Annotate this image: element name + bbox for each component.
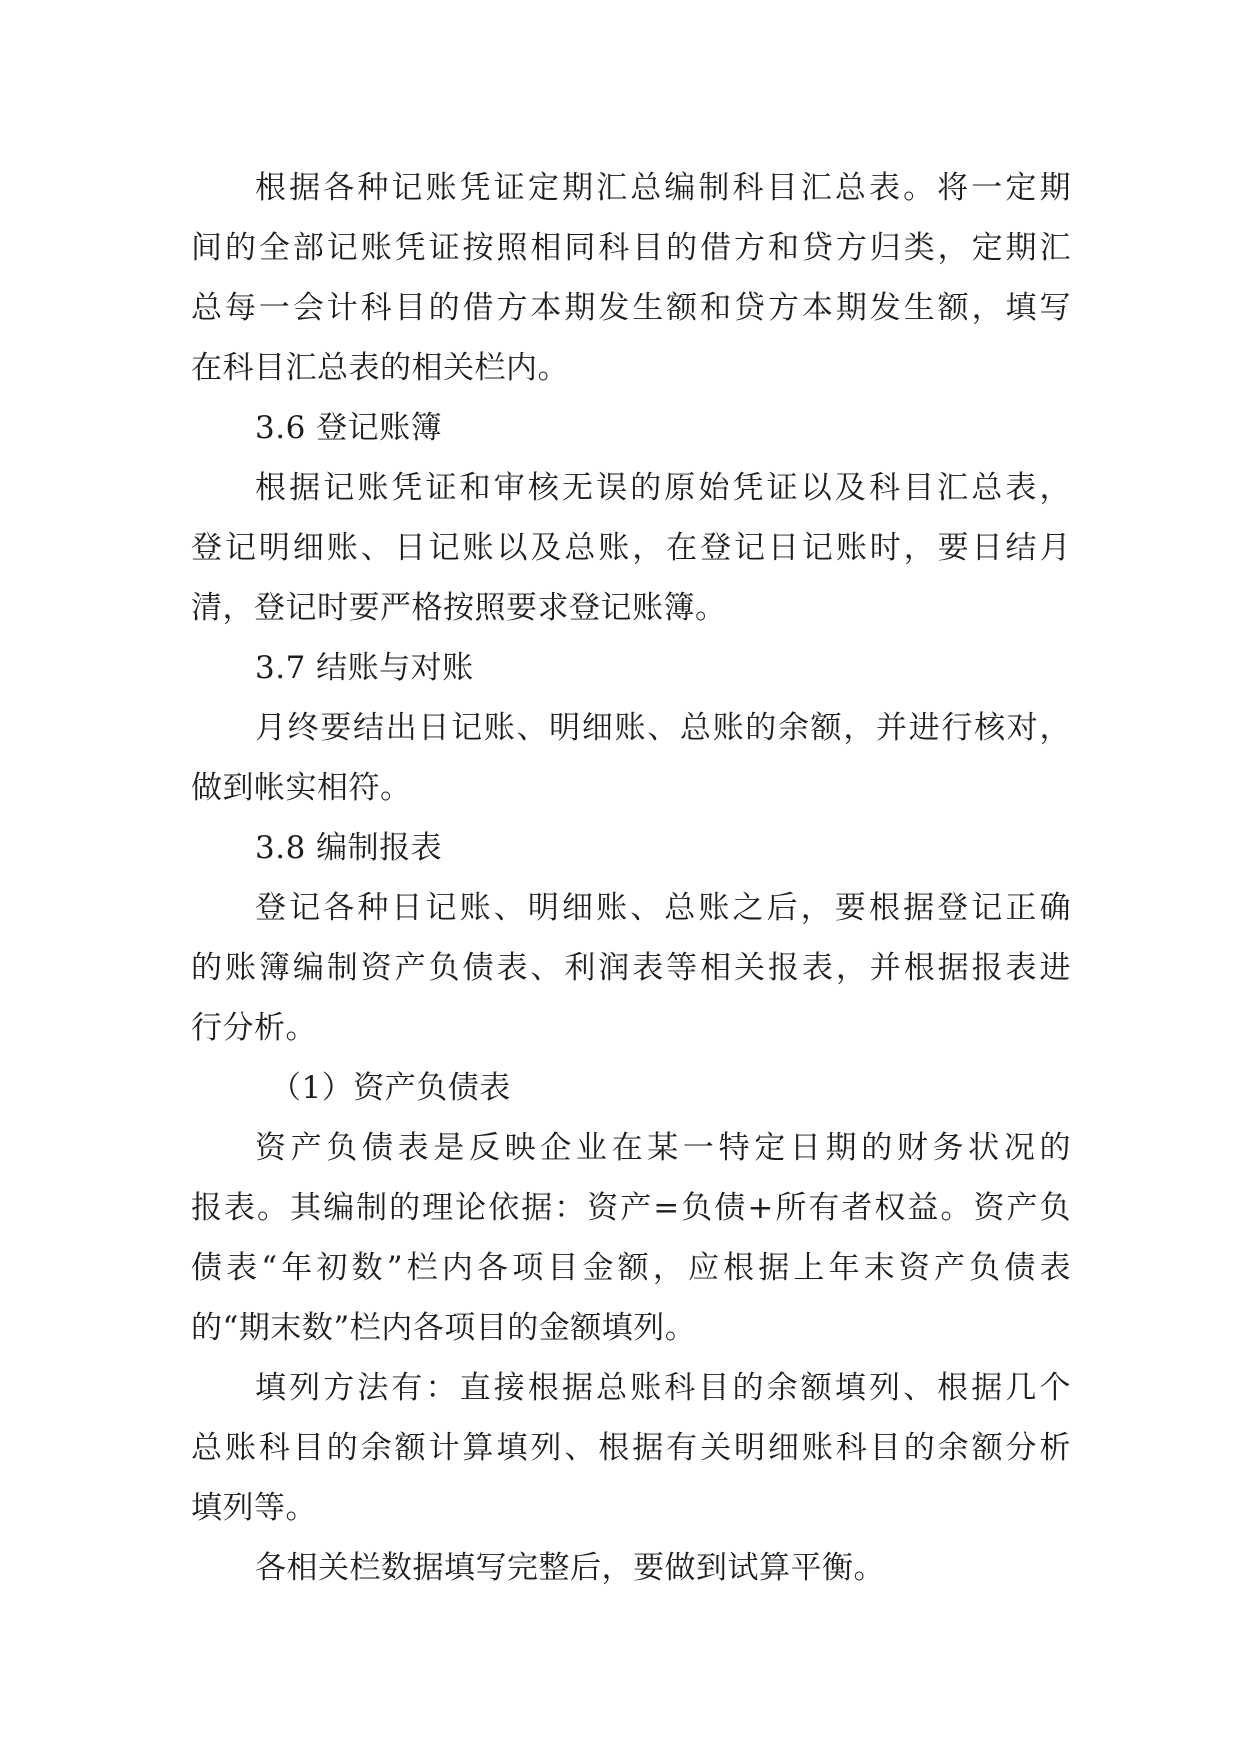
body-text-line: 债表“年初数”栏内各项目金额，应根据上年末资产负债表	[191, 1250, 1071, 1286]
body-text-line: 清，登记时要严格按照要求登记账簿。	[191, 590, 727, 626]
body-text-line: 在科目汇总表的相关栏内。	[191, 350, 569, 386]
body-text-line: 月终要结出日记账、明细账、总账的余额，并进行核对，	[255, 710, 1071, 746]
section-heading: 3.7 结账与对账	[255, 650, 474, 686]
body-text-line: 各相关栏数据填写完整后，要做到试算平衡。	[255, 1550, 885, 1586]
body-text-line: 登记明细账、日记账以及总账，在登记日记账时，要日结月	[191, 530, 1071, 566]
section-heading: 3.6 登记账簿	[255, 410, 443, 446]
body-text-line: 间的全部记账凭证按照相同科目的借方和贷方归类，定期汇	[191, 230, 1071, 266]
body-text-line: 报表。其编制的理论依据：资产=负债+所有者权益。资产负	[191, 1190, 1071, 1226]
body-text-line: 根据各种记账凭证定期汇总编制科目汇总表。将一定期	[255, 170, 1071, 206]
section-heading: 3.8 编制报表	[255, 830, 443, 866]
body-text-line: 根据记账凭证和审核无误的原始凭证以及科目汇总表，	[255, 470, 1071, 506]
body-text-line: 行分析。	[191, 1010, 317, 1046]
body-text-line: 做到帐实相符。	[191, 770, 412, 806]
body-text-line: 总每一会计科目的借方本期发生额和贷方本期发生额，填写	[191, 290, 1071, 326]
body-text-line: 资产负债表是反映企业在某一特定日期的财务状况的	[255, 1130, 1071, 1166]
body-text-line: 登记各种日记账、明细账、总账之后，要根据登记正确	[255, 890, 1071, 926]
body-text-line: 填列方法有：直接根据总账科目的余额填列、根据几个	[255, 1370, 1071, 1406]
subsection-heading: （1）资产负债表	[270, 1070, 511, 1106]
body-text-line: 总账科目的余额计算填列、根据有关明细账科目的余额分析	[191, 1430, 1071, 1466]
body-text-line: 填列等。	[191, 1490, 317, 1526]
body-text-line: 的“期末数”栏内各项目的金额填列。	[191, 1310, 697, 1346]
body-text-line: 的账簿编制资产负债表、利润表等相关报表，并根据报表进	[191, 950, 1071, 986]
